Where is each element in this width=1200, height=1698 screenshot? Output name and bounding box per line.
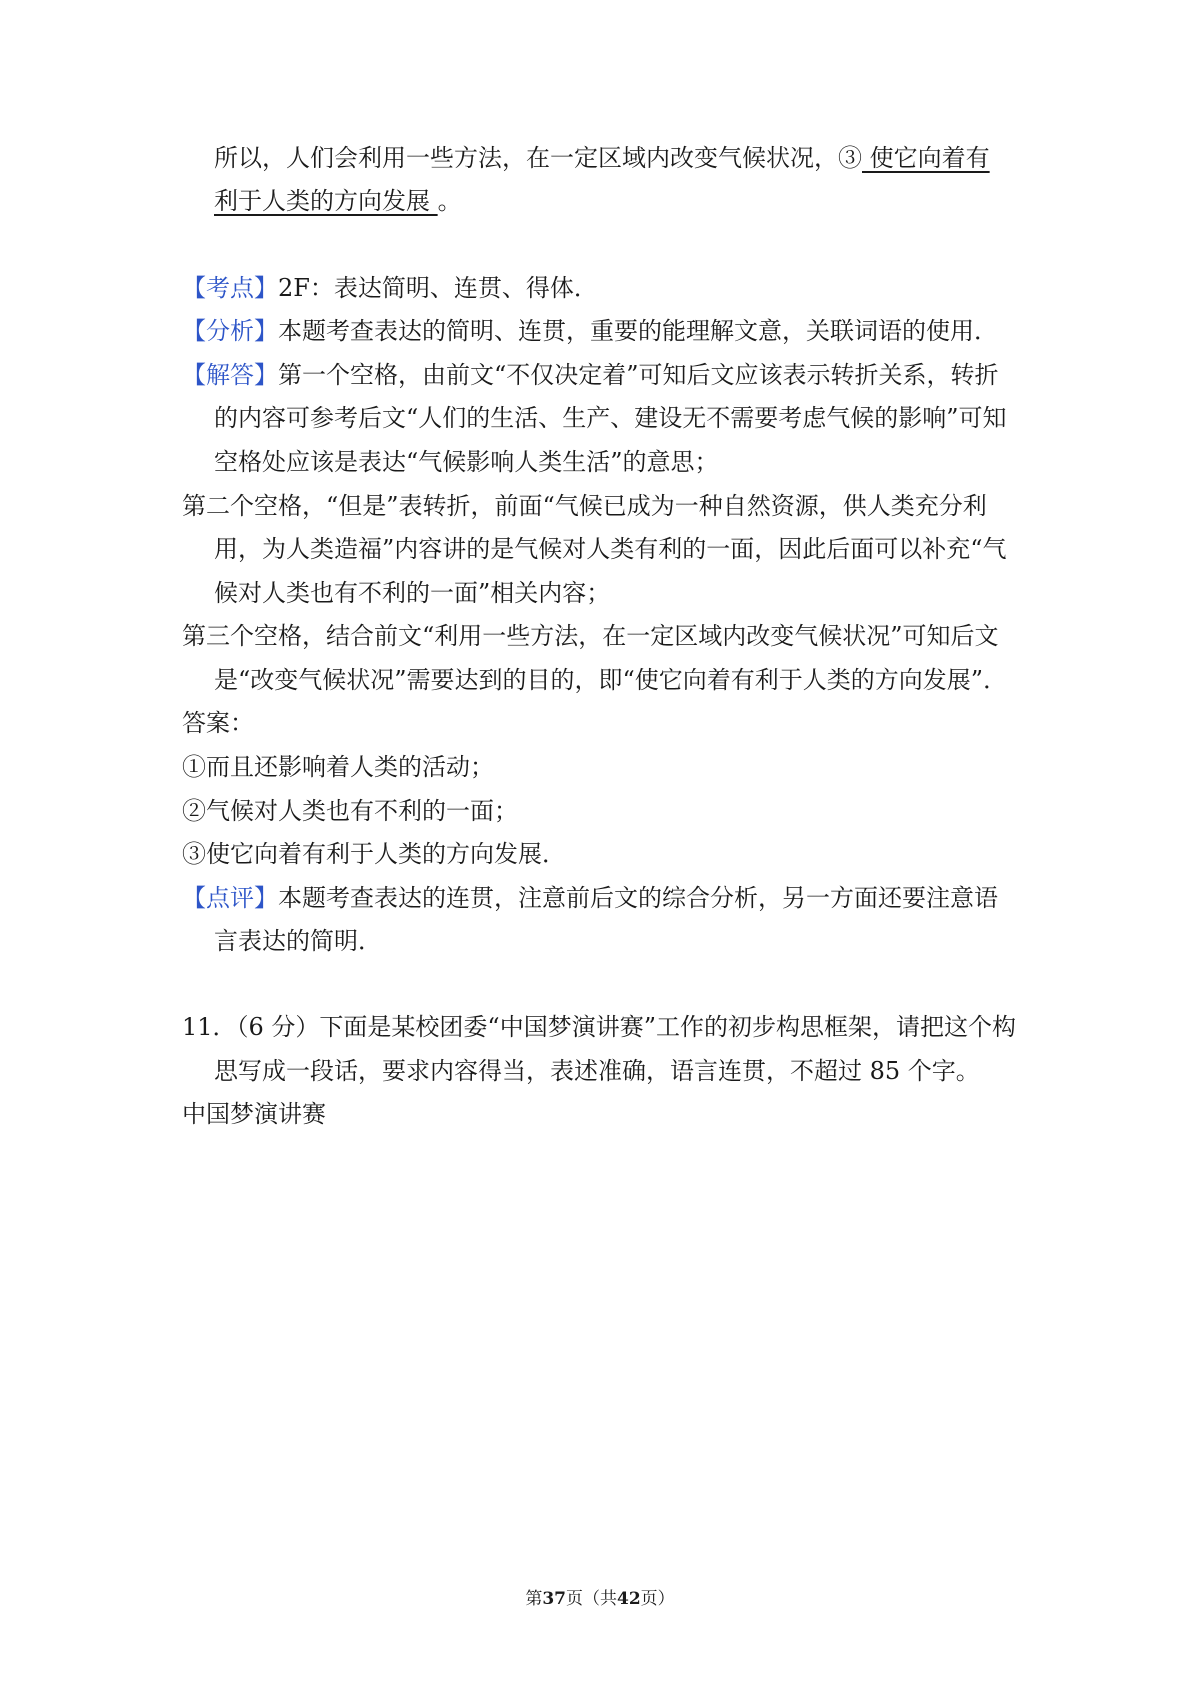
answer-item-2: ②气候对人类也有不利的一面； [182,797,518,825]
jieda-text-1: 第一个空格，由前文“不仅决定着”可知后文应该表示转折关系，转折 [278,361,999,389]
footer-total-pages: 42 [617,1589,641,1609]
intro-line-1 [214,143,990,173]
jieda-line-1 [182,360,999,390]
kaodian-tag: 【考点】 [182,274,278,302]
second-blank-line-3: 候对人类也有不利的一面”相关内容； [214,579,611,607]
intro-line-2 [214,186,462,216]
third-blank-line-2: 是“改变气候状况”需要达到的目的，即“使它向着有利于人类的方向发展”． [214,666,1008,694]
dianping-tag: 【点评】 [182,884,278,912]
kaodian-text: 2F：表达简明、连贯、得体． [278,274,598,302]
jieda-line-2: 的内容可参考后文“人们的生活、生产、建设无不需要考虑气候的影响”可知 [214,404,1007,432]
dianping-line-1 [182,883,998,913]
intro-end-mark: 。 [437,187,462,215]
fenxi-text: 本题考查表达的简明、连贯，重要的能理解文意，关联词语的使用． [278,317,998,345]
answer-item-1: ①而且还影响着人类的活动； [182,753,494,781]
answer-blank-3-part2: 利于人类的方向发展 [214,187,438,215]
second-blank-line-2: 用，为人类造福”内容讲的是气候对人类有利的一面，因此后面可以补充“气 [214,535,1007,563]
footer-current-page: 37 [542,1589,566,1609]
fenxi-line [182,316,998,346]
second-blank-line-1: 第二个空格，“但是”表转折，前面“气候已成为一种自然资源，供人类充分利 [182,492,987,520]
fenxi-tag: 【分析】 [182,317,278,345]
question-11-line-1: 11．（6 分）下面是某校团委“中国梦演讲赛”工作的初步构思框架，请把这个构 [182,1013,1016,1041]
footer-middle: 页（共 [566,1589,617,1609]
answer-blank-3-part1: 使它向着有 [862,144,990,172]
dianping-line-2: 言表达的简明． [214,927,382,955]
page-footer [0,1588,1200,1610]
jieda-line-3: 空格处应该是表达“气候影响人类生活”的意思； [214,448,719,476]
dianping-text-1: 本题考查表达的连贯，注意前后文的综合分析，另一方面还要注意语 [278,884,998,912]
third-blank-line-1: 第三个空格，结合前文“利用一些方法，在一定区域内改变气候状况”可知后文 [182,622,999,650]
jieda-tag: 【解答】 [182,361,278,389]
intro-text: 所以，人们会利用一些方法，在一定区域内改变气候状况，③ [214,144,862,172]
kaodian-line [182,273,598,303]
answer-item-3: ③使它向着有利于人类的方向发展． [182,840,566,868]
question-11-line-2: 思写成一段话，要求内容得当，表述准确，语言连贯，不超过 85 个字。 [214,1057,980,1085]
footer-prefix: 第 [525,1589,543,1609]
question-11-title: 中国梦演讲赛 [182,1100,326,1128]
answer-label: 答案： [182,709,254,737]
footer-suffix: 页） [640,1589,675,1609]
